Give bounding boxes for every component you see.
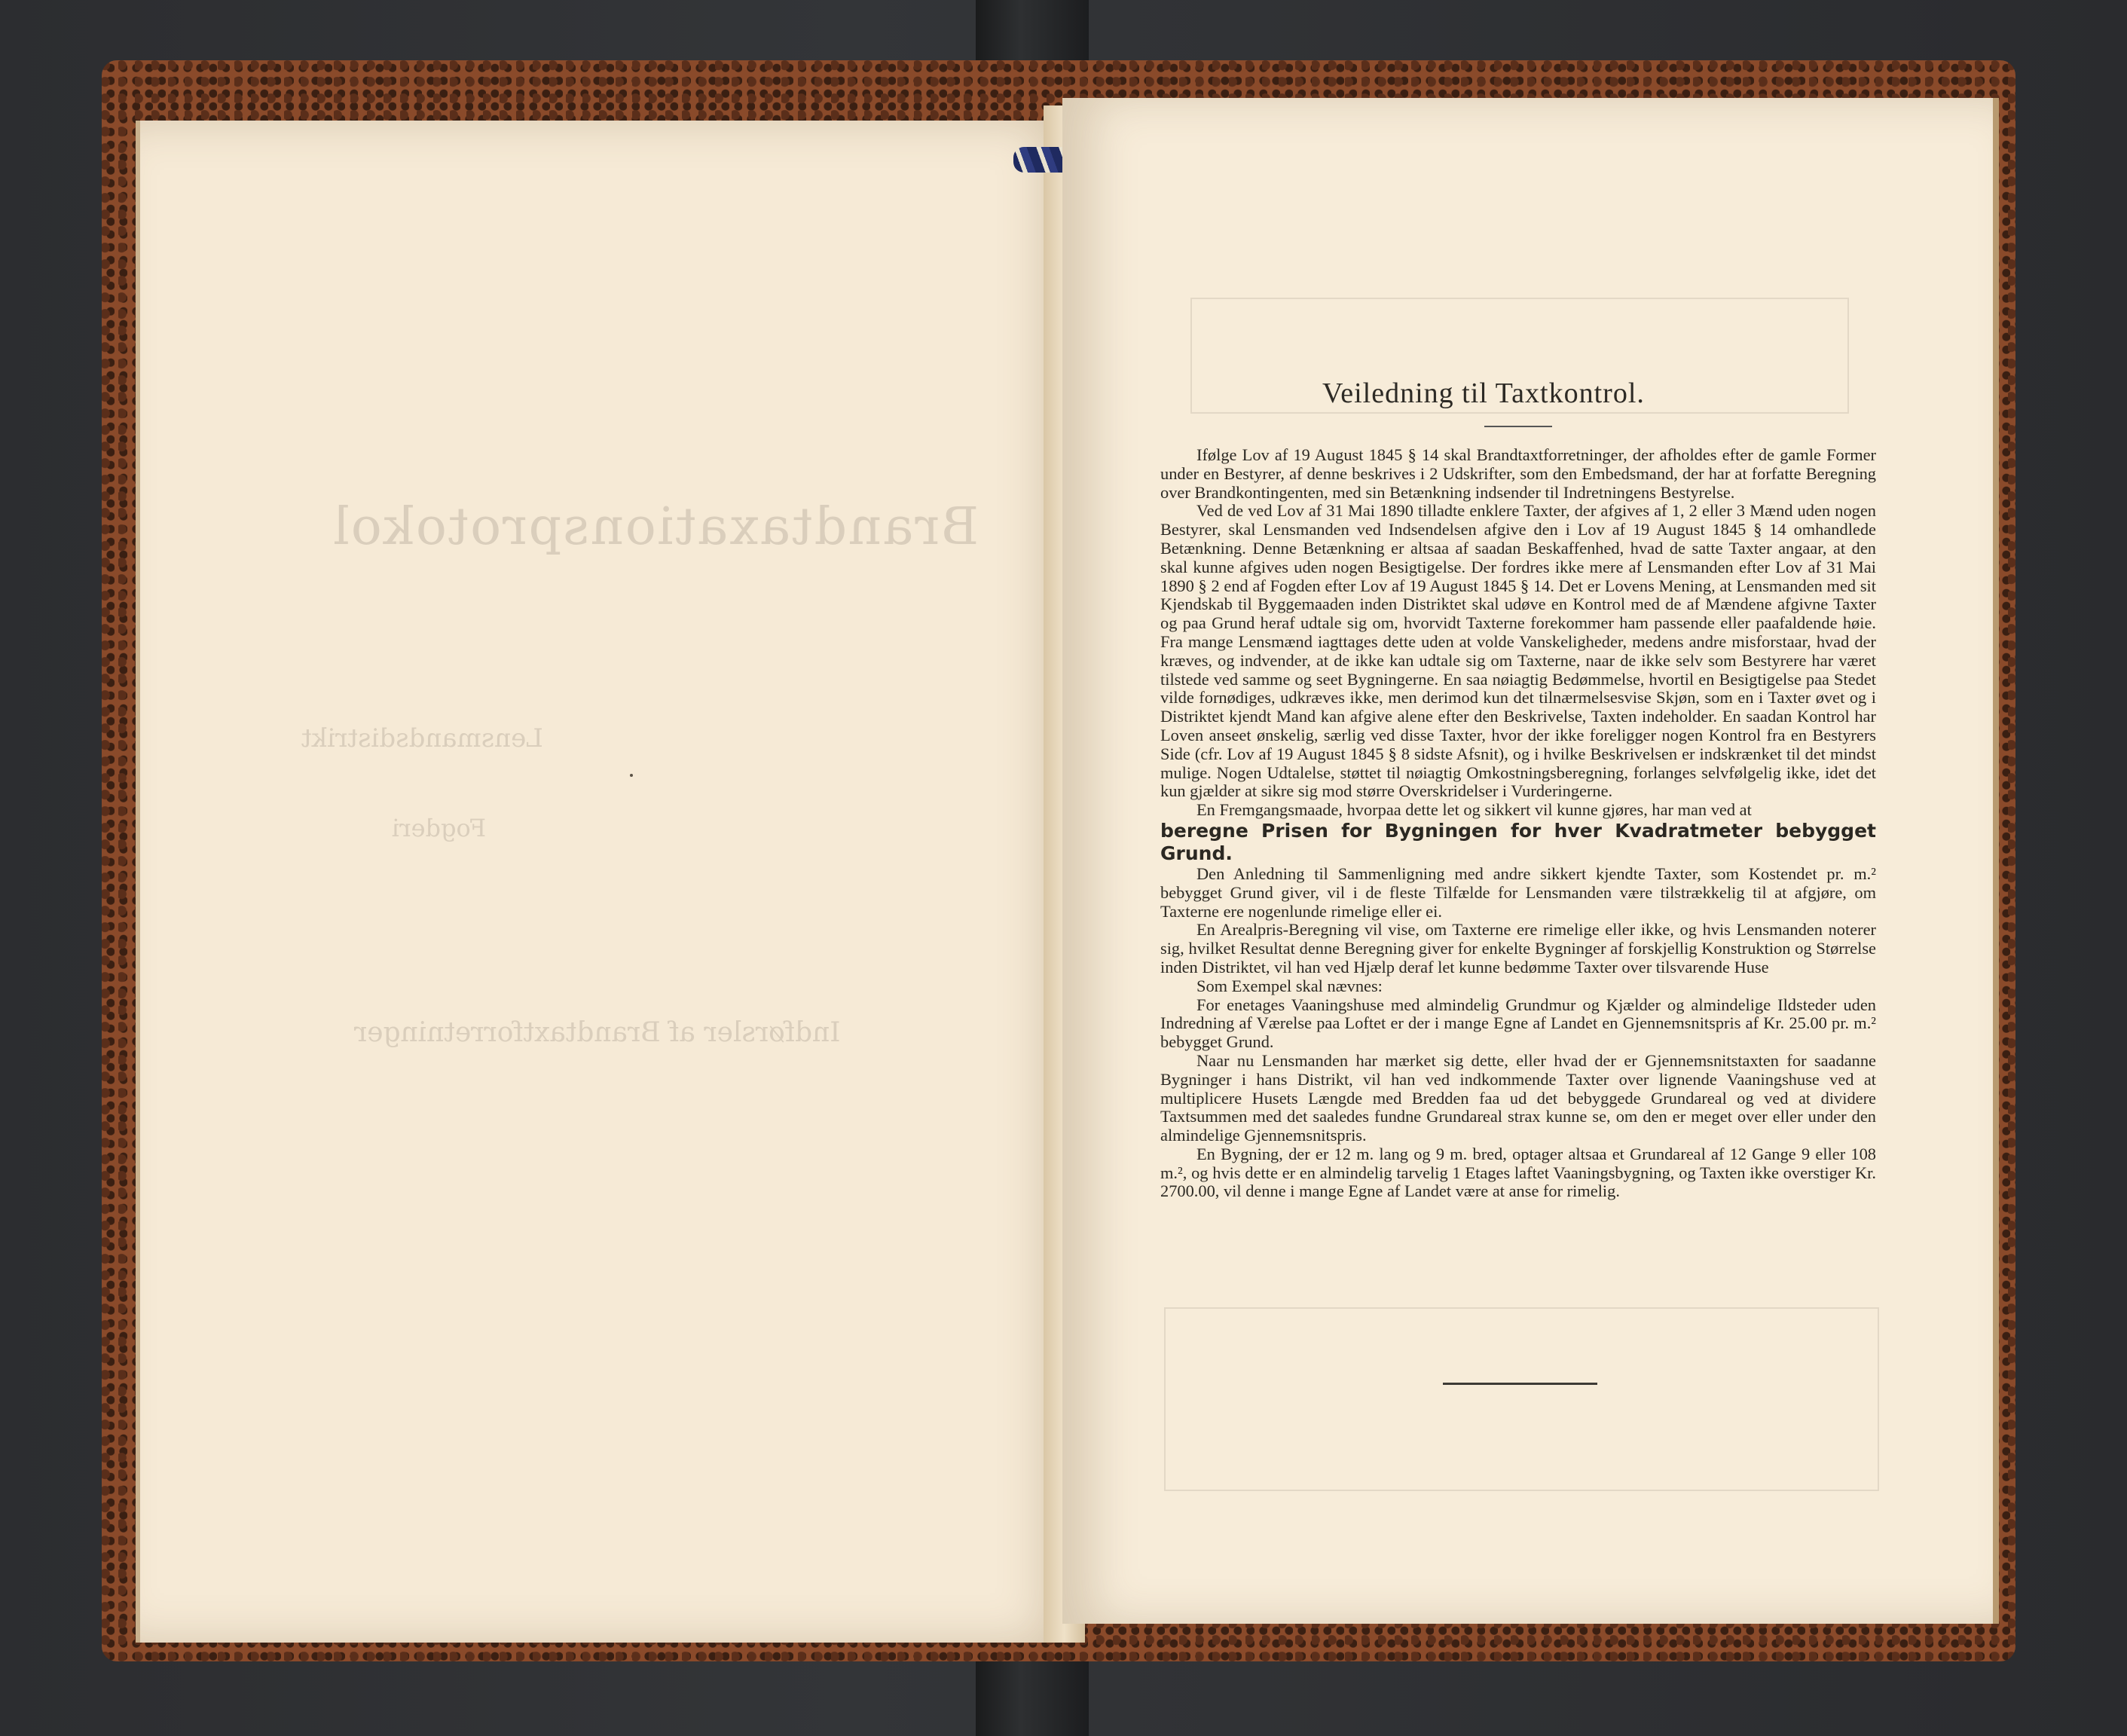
paragraph: Ifølge Lov af 19 August 1845 § 14 skal Brandtaxtforretninger, der afholdes efter de gamle Former under en Bestyrer, af denne beskrives i 2 Udskrifter, som den Embedsmand, der har at forfatte Beregning over Brandkontingenten, med sin Betænkning indsender til Indretningens Bestyrelse. xyxy=(1160,445,1876,502)
paragraph: En Fremgangsmaade, hvorpaa dette let og sikkert vil kunne gjøres, har man ved at xyxy=(1196,800,1752,820)
bleedthrough-line: Lensmandsdistrikt xyxy=(301,723,543,753)
left-page xyxy=(136,121,1074,1643)
bleedthrough-line: Indførsler af Brandtaxtforretninger xyxy=(354,1017,841,1048)
paragraph: Den Anledning til Sammenligning med andre sikkert kjendte Taxter, som Kostendet pr. m.² bebygget Grund giver, vil i de fleste Tilfælde for Lensmanden være tilstrækkelig til at afgjøre, om Taxterne ere nogenlunde rimelige eller ei. xyxy=(1160,863,1876,921)
bleedthrough-line: Fogderi xyxy=(392,814,487,842)
page-title: Veiledning til Taxtkontrol. xyxy=(1322,377,1645,409)
title-divider xyxy=(1484,426,1552,427)
bold-emphasis-line: beregne Prisen for Bygningen for hver Kvadratmeter bebygget Grund. xyxy=(1160,819,1876,864)
instructions-body xyxy=(1160,446,1876,1201)
bleedthrough-title: Brandtaxationsprotokol xyxy=(332,497,979,557)
paragraph: Naar nu Lensmanden har mærket sig dette, eller hvad der er Gjennemsnitstaxten for saadanne Bygninger i hans Distrikt, vil han ved indkommende Taxter over lignende Vaaningshuse ved at multiplicere Husets Længde med Bredden faa ud det bebyggede Grundareal og ved at dividere Taxtsummen med det saaledes fundne Grundareal strax kunne se, om den er meget over eller under den almindelige Gjennemsnitspris. xyxy=(1160,1050,1876,1145)
paragraph: En Bygning, der er 12 m. lang og 9 m. bred, optager altsaa et Grundareal af 12 Gange 9 eller 108 m.², og hvis dette er en almindelig tarvelig 1 Etages laftet Vaaningsbygning, og Taxten ikke overstiger Kr. 2700.00, vil denne i mange Egne af Landet være at anse for rimelig. xyxy=(1160,1144,1876,1201)
paragraph: En Arealpris-Beregning vil vise, om Taxterne ere rimelige eller ikke, og hvis Lensmanden noterer sig, hvilket Resultat denne Beregning giver for enkelte Bygninger af forskjellig Konstruktion og Størrelse inden Distriktet, vil han ved Hjælp deraf let kunne bedømme Taxter over tilsvarende Huse xyxy=(1160,920,1876,976)
paragraph: Som Exempel skal nævnes: xyxy=(1196,976,1383,995)
paragraph: Ved de ved Lov af 31 Mai 1890 tilladte enklere Taxter, der afgives af 1, 2 eller 3 Mænd uden nogen Bestyrer, skal Lensmanden ved Indsendelsen afgive den i Lov af 19 August 1845 § 14 omhandlede Betænkning. Denne Betænkning er altsaa af saadan Beskaffenhed, hvad de satte Taxter angaar, at den skal kunne afgives uden nogen Besigtigelse. Der fordres ikke mere af Lensmanden efter Lov af 31 Mai 1890 § 2 end af Fogden efter Lov af 19 August 1845 § 14. Det er Lovens Mening, at Lensmanden med sit Kjendskab til Byggemaaden inden Distriktet skal udøve en Kontrol med de af Mændene afgivne Taxter og paa Grund heraf udtale sig om, hvorvidt Taxterne forekommer ham passende eller paafaldende høie. Fra mange Lensmænd iagttages dette uden at volde Vanskeligheder, medens andre misforstaar, hvad der kræves, og indvender, at de ikke kan udtale sig om Taxterne, naar de ikke selv som Bestyrere har været tilstede ved samme og seet Bygningerne. En saa nøiagtig Bedømmelse, hvortil en Besigtigelse paa Stedet vilde fornødiges, udkræves ikke, men derimod kun det tilnærmelsesvise Skjøn, som en i Taxter øvet og i Distriktet kjendt Mand kan afgive alene efter den Beskrivelse, Taxten indeholder. En saadan Kontrol har Loven anseet ønskelig, særlig ved disse Taxter, hvor der ikke foreligger nogen Kontrol fra en Bestyrers Side (cfr. Lov af 19 August 1845 § 8 sidste Afsnit), og i hvilke Beskrivelsen er indskrænket til det mindst mulige. Nogen Udtalelse, støttet til nøiagtig Omkostningsberegning, forlanges selvfølgelig ikke, idet det kun gjælder at sikre sig mod større Overskridelser i Vurderingerne. xyxy=(1160,501,1876,801)
paragraph: For enetages Vaaningshuse med almindelig Grundmur og Kjælder og almindelige Ildsteder uden Indredning af Værelse paa Loftet er der i mange Egne af Landet en Gjennemsnitspris af Kr. 25.00 pr. m.² bebygget Grund. xyxy=(1160,995,1876,1052)
bleedthrough-table xyxy=(1164,1307,1879,1491)
end-divider xyxy=(1443,1383,1597,1385)
dust-speck xyxy=(630,774,633,777)
